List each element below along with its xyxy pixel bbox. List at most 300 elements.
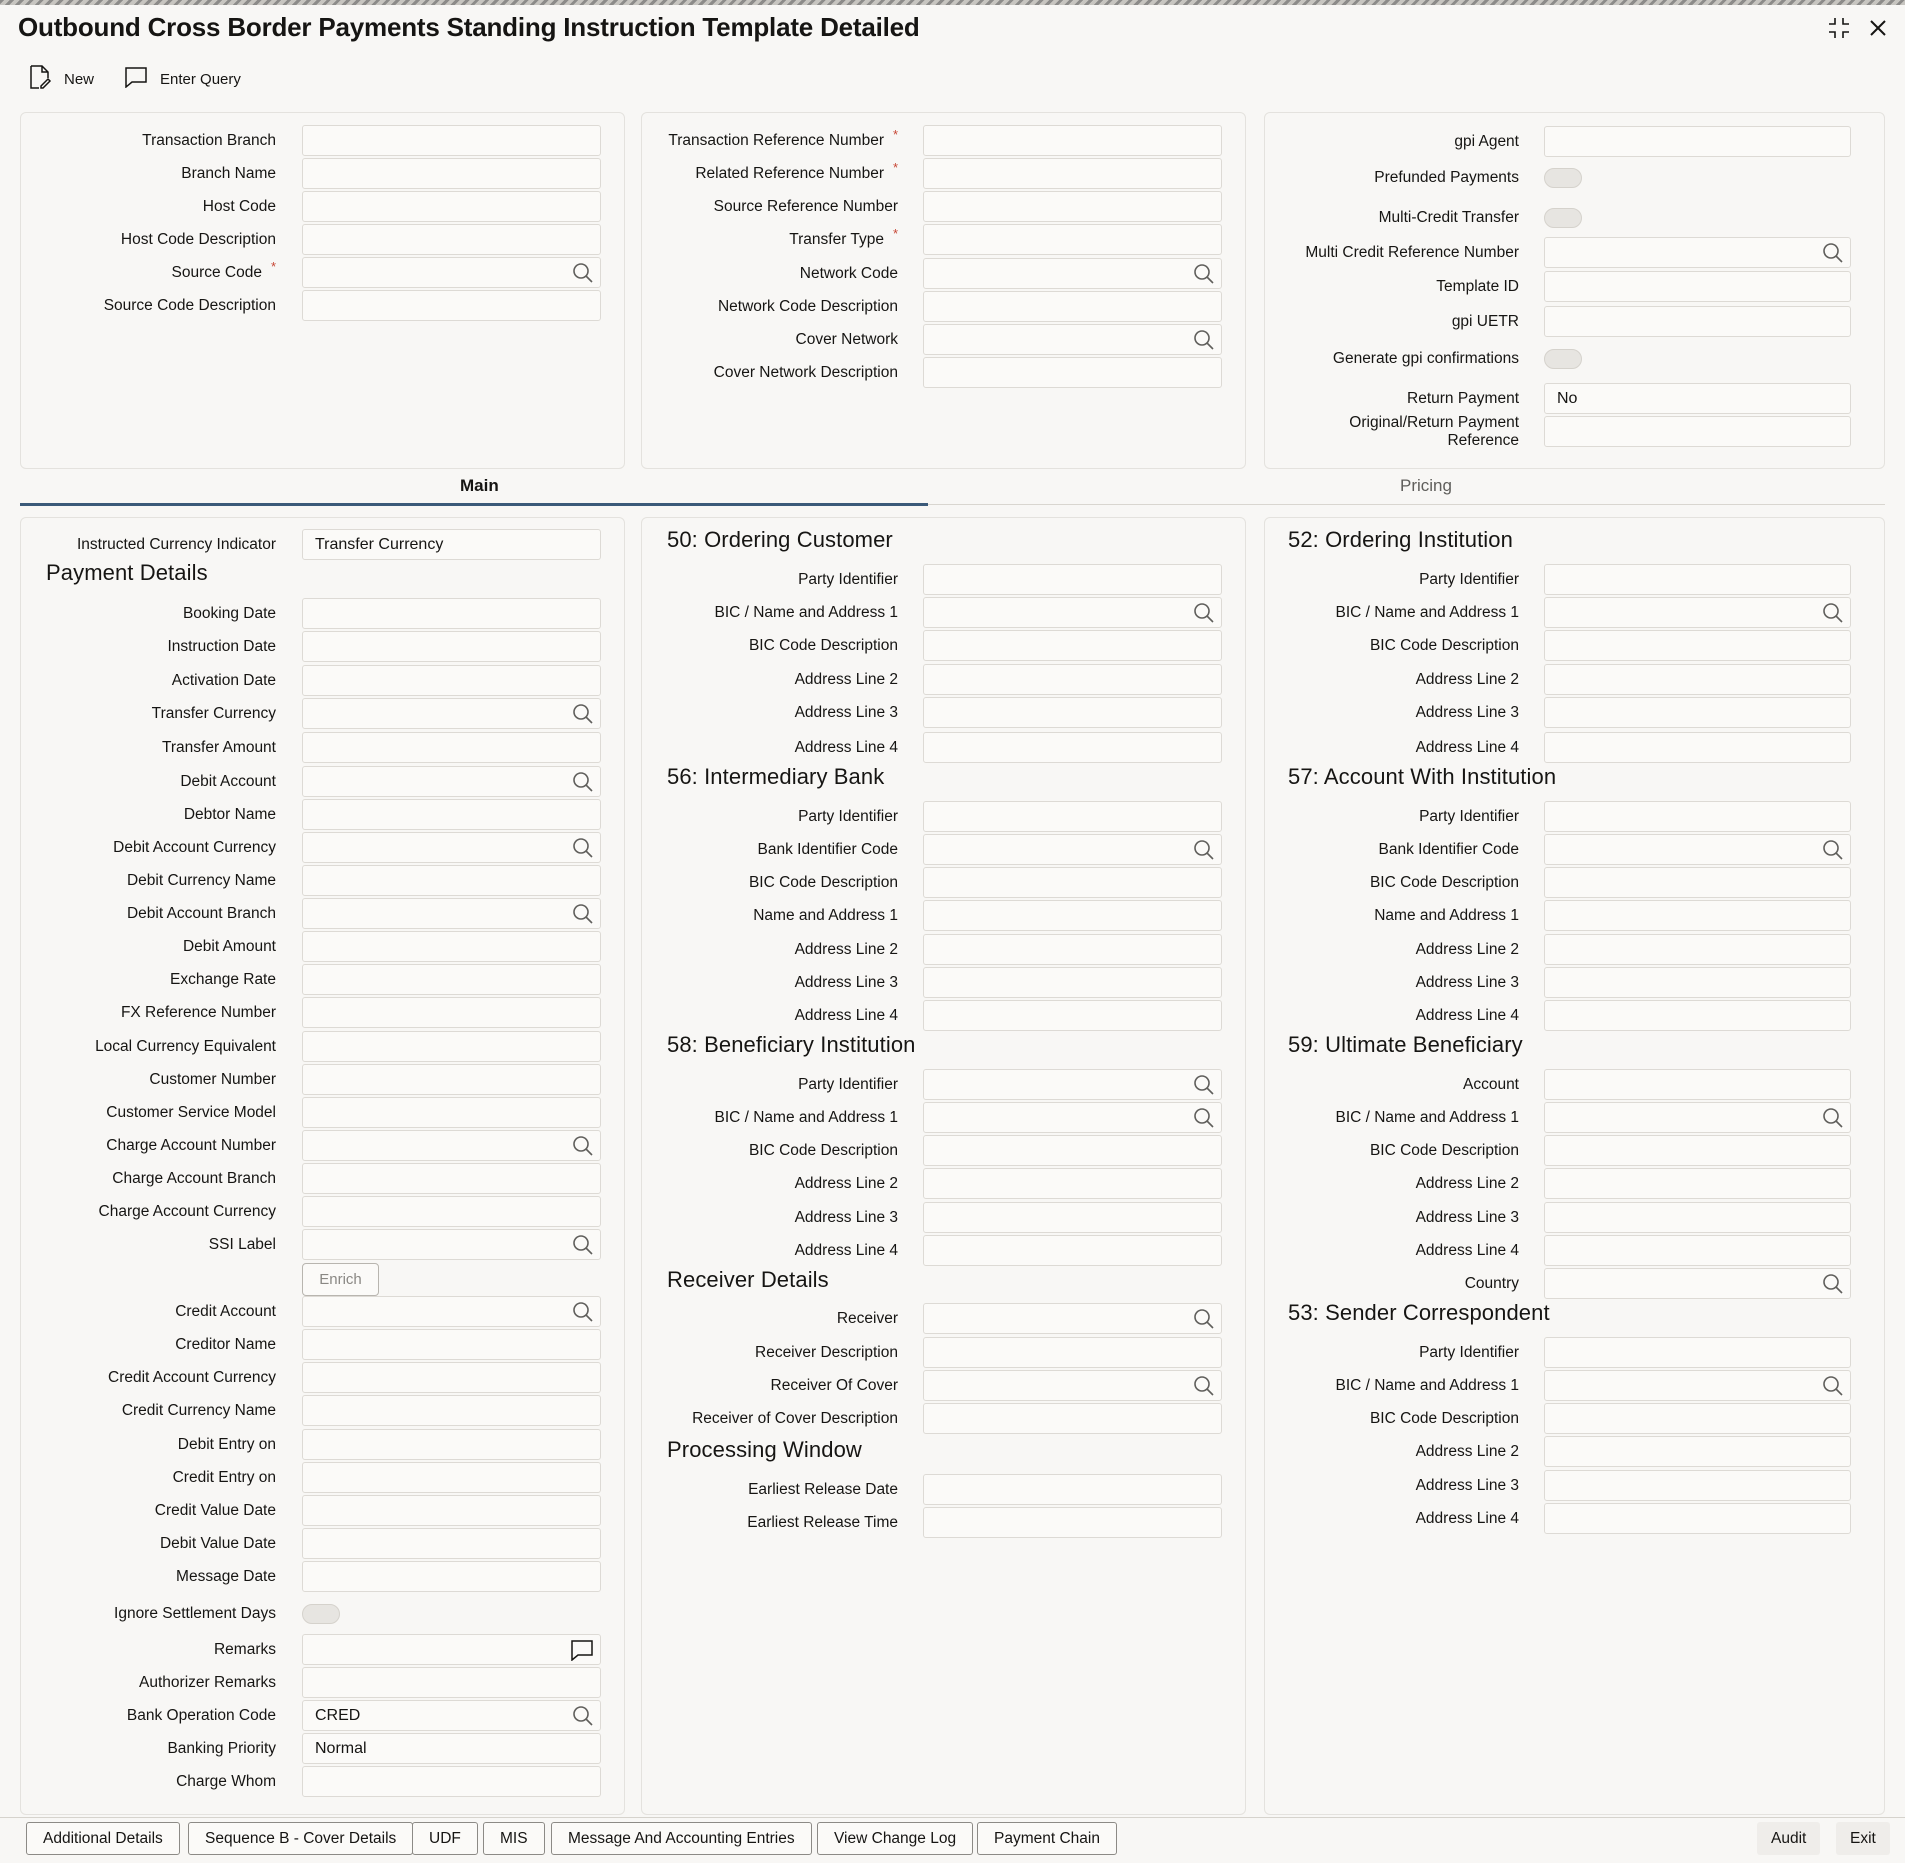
payment-remarks-field[interactable] bbox=[302, 1634, 601, 1665]
header-left-host-code-label bbox=[203, 198, 276, 216]
payment-customer-service-model-label bbox=[106, 1104, 276, 1122]
payment-charge-account-number-label bbox=[106, 1137, 276, 1155]
payment-section-title: Payment Details bbox=[46, 560, 208, 585]
header-mid-source-reference-number-field[interactable] bbox=[923, 191, 1222, 222]
beneficiary-institution-address-line-2-field[interactable] bbox=[923, 1168, 1222, 1199]
header-right-return-payment-field[interactable] bbox=[1544, 383, 1851, 414]
header-mid-network-code-field[interactable] bbox=[923, 258, 1222, 289]
intermediary-bank-address-line-2-label-text: Address Line 2 bbox=[794, 941, 898, 958]
view-change-log-button[interactable]: View Change Log bbox=[817, 1822, 973, 1855]
tab-pricing[interactable]: Pricing bbox=[1400, 476, 1452, 495]
payment-debit-value-date-field[interactable] bbox=[302, 1528, 601, 1559]
sender-correspondent-party-identifier-field[interactable] bbox=[1544, 1337, 1851, 1368]
payment-customer-number-label-text: Customer Number bbox=[149, 1071, 276, 1088]
ordering-customer-address-line-3-label-text: Address Line 3 bbox=[794, 704, 898, 721]
payment-credit-account-currency-field[interactable] bbox=[302, 1362, 601, 1393]
payment-charge-whom-field[interactable] bbox=[302, 1766, 601, 1797]
audit-button[interactable]: Audit bbox=[1757, 1822, 1820, 1855]
ultimate-beneficiary-bic-code-description-label-text: BIC Code Description bbox=[1369, 1142, 1519, 1159]
sender-correspondent-party-identifier-label-text: Party Identifier bbox=[1419, 1344, 1519, 1361]
beneficiary-institution-address-line-3-label-text: Address Line 3 bbox=[794, 1209, 898, 1226]
intermediary-bank-address-line-2-field[interactable] bbox=[923, 934, 1222, 965]
processing-window-earliest-release-time-field[interactable] bbox=[923, 1507, 1222, 1538]
payment-credit-currency-name-label-text: Credit Currency Name bbox=[121, 1402, 276, 1419]
sender-correspondent-bic-name-address-1-label bbox=[1335, 1377, 1519, 1395]
mis-button[interactable]: MIS bbox=[483, 1822, 545, 1855]
beneficiary-institution-address-line-3-label bbox=[795, 1209, 898, 1227]
account-with-institution-bank-identifier-code-label-text: Bank Identifier Code bbox=[1378, 841, 1519, 858]
sender-correspondent-bic-name-address-1-field[interactable] bbox=[1544, 1370, 1851, 1401]
ultimate-beneficiary-account-field[interactable] bbox=[1544, 1069, 1851, 1100]
header-left-host-code-description-field[interactable] bbox=[302, 224, 601, 255]
account-with-institution-address-line-3-label bbox=[1416, 974, 1519, 992]
ordering-customer-party-identifier-field[interactable] bbox=[923, 564, 1222, 595]
payment-charge-whom-label bbox=[176, 1773, 276, 1791]
search-icon[interactable] bbox=[1822, 1273, 1844, 1300]
ordering-customer-bic-name-address-1-label-text: BIC / Name and Address 1 bbox=[714, 604, 898, 621]
intermediary-bank-bank-identifier-code-label-text: Bank Identifier Code bbox=[757, 841, 898, 858]
sender-correspondent-address-line-4-label-text: Address Line 4 bbox=[1415, 1510, 1519, 1527]
ordering-customer-bic-name-address-1-label bbox=[714, 604, 898, 622]
beneficiary-institution-bic-name-address-1-field[interactable] bbox=[923, 1102, 1222, 1133]
receiver-details-receiver-field[interactable] bbox=[923, 1303, 1222, 1334]
processing-window-earliest-release-date-label bbox=[748, 1481, 898, 1499]
sender-correspondent-address-line-2-label-text: Address Line 2 bbox=[1415, 1443, 1519, 1460]
ultimate-beneficiary-address-line-3-label-text: Address Line 3 bbox=[1415, 1209, 1519, 1226]
payment-customer-service-model-field[interactable] bbox=[302, 1097, 601, 1128]
header-right-prefunded-payments-label-text: Prefunded Payments bbox=[1374, 169, 1519, 186]
search-icon[interactable] bbox=[572, 1705, 594, 1732]
sender-correspondent-address-line-4-field[interactable] bbox=[1544, 1503, 1851, 1534]
header-mid-transfer-type-label bbox=[789, 226, 898, 249]
processing-window-section-title: Processing Window bbox=[667, 1437, 862, 1462]
ordering-institution-bic-code-description-label bbox=[1370, 637, 1519, 655]
comment-icon[interactable] bbox=[570, 1639, 594, 1666]
ultimate-beneficiary-bic-name-address-1-field[interactable] bbox=[1544, 1102, 1851, 1133]
header-right-gpi-uetr-field[interactable] bbox=[1544, 306, 1851, 337]
account-with-institution-name-and-address-1-label-text: Name and Address 1 bbox=[1374, 907, 1519, 924]
sender-correspondent-bic-code-description-label bbox=[1370, 1410, 1519, 1428]
top-decorative-strip bbox=[0, 0, 1905, 5]
payment-debit-account-currency-field[interactable] bbox=[302, 832, 601, 863]
search-icon[interactable] bbox=[1193, 839, 1215, 866]
payment-booking-date-label-text: Booking Date bbox=[182, 605, 276, 622]
payment-transfer-currency-label-text: Transfer Currency bbox=[151, 705, 276, 722]
header-mid-related-reference-number-field[interactable] bbox=[923, 158, 1222, 189]
payment-charge-account-branch-label bbox=[112, 1170, 276, 1188]
intermediary-bank-bic-code-description-field[interactable] bbox=[923, 867, 1222, 898]
required-marker: * bbox=[892, 226, 898, 241]
payment-debit-account-currency-label bbox=[113, 839, 276, 857]
tab-main[interactable]: Main bbox=[460, 476, 499, 495]
search-icon[interactable] bbox=[1193, 1308, 1215, 1335]
search-icon[interactable] bbox=[572, 703, 594, 730]
payment-ssi-label-label bbox=[209, 1236, 276, 1254]
ultimate-beneficiary-address-line-3-label bbox=[1416, 1209, 1519, 1227]
ordering-customer-bic-code-description-label bbox=[749, 637, 898, 655]
header-mid-cover-network-description-field[interactable] bbox=[923, 357, 1222, 388]
ultimate-beneficiary-country-label bbox=[1465, 1275, 1519, 1293]
search-icon[interactable] bbox=[1822, 839, 1844, 866]
ordering-institution-bic-code-description-label-text: BIC Code Description bbox=[1369, 637, 1519, 654]
header-left-transaction-branch-field[interactable] bbox=[302, 125, 601, 156]
sequence-b-cover-details-button[interactable]: Sequence B - Cover Details bbox=[188, 1822, 413, 1855]
payment-transfer-amount-label bbox=[162, 739, 276, 757]
ordering-customer-address-line-3-field[interactable] bbox=[923, 697, 1222, 728]
header-right-multi-credit-transfer-toggle[interactable] bbox=[1544, 208, 1582, 228]
payment-credit-currency-name-field[interactable] bbox=[302, 1395, 601, 1426]
intermediary-bank-address-line-4-label bbox=[795, 1007, 898, 1025]
search-icon[interactable] bbox=[572, 1301, 594, 1328]
payment-charge-account-currency-label-text: Charge Account Currency bbox=[98, 1203, 276, 1220]
search-icon[interactable] bbox=[572, 903, 594, 930]
payment-remarks-label-text: Remarks bbox=[213, 1641, 276, 1658]
header-mid-transaction-reference-number-label bbox=[668, 127, 898, 150]
toolbar bbox=[28, 64, 241, 94]
beneficiary-institution-bic-name-address-1-label bbox=[714, 1109, 898, 1127]
account-with-institution-address-line-2-field[interactable] bbox=[1544, 934, 1851, 965]
beneficiary-institution-address-line-4-label-text: Address Line 4 bbox=[794, 1242, 898, 1259]
payment-ssi-label-label-text: SSI Label bbox=[208, 1236, 276, 1253]
ordering-institution-party-identifier-field[interactable] bbox=[1544, 564, 1851, 595]
ultimate-beneficiary-address-line-3-field[interactable] bbox=[1544, 1202, 1851, 1233]
account-with-institution-address-line-2-label bbox=[1416, 941, 1519, 959]
ultimate-beneficiary-address-line-4-label-text: Address Line 4 bbox=[1415, 1242, 1519, 1259]
comment-icon bbox=[124, 66, 148, 92]
receiver-details-receiver-description-field[interactable] bbox=[923, 1337, 1222, 1368]
intermediary-bank-bic-code-description-label bbox=[749, 874, 898, 892]
receiver-details-receiver-of-cover-description-label bbox=[692, 1410, 898, 1428]
ultimate-beneficiary-address-line-4-field[interactable] bbox=[1544, 1235, 1851, 1266]
payment-credit-entry-on-field[interactable] bbox=[302, 1462, 601, 1493]
receiver-details-receiver-label bbox=[837, 1310, 898, 1328]
payment-instructed-currency-indicator-field[interactable] bbox=[302, 529, 601, 560]
payment-message-date-label bbox=[176, 1568, 276, 1586]
search-icon[interactable] bbox=[1193, 602, 1215, 629]
search-icon[interactable] bbox=[1193, 329, 1215, 356]
payment-credit-entry-on-label bbox=[173, 1469, 276, 1487]
receiver-details-section-title: Receiver Details bbox=[667, 1267, 829, 1292]
header-right-gpi-agent-field[interactable] bbox=[1544, 126, 1851, 157]
header-right-multi-credit-reference-number-field[interactable] bbox=[1544, 237, 1851, 268]
ordering-customer-party-identifier-label bbox=[798, 571, 898, 589]
beneficiary-institution-bic-code-description-field[interactable] bbox=[923, 1135, 1222, 1166]
payment-transfer-amount-field[interactable] bbox=[302, 732, 601, 763]
processing-window-earliest-release-date-label-text: Earliest Release Date bbox=[748, 1481, 898, 1498]
header-right-original-return-payment-reference-1-label-text: Original/Return Payment bbox=[1349, 414, 1519, 431]
header-left-host-code-label-text: Host Code bbox=[202, 198, 276, 215]
account-with-institution-bank-identifier-code-field[interactable] bbox=[1544, 834, 1851, 865]
search-icon[interactable] bbox=[572, 837, 594, 864]
payment-local-currency-equivalent-field[interactable] bbox=[302, 1031, 601, 1062]
receiver-details-receiver-description-label bbox=[755, 1344, 898, 1362]
ordering-customer-bic-code-description-field[interactable] bbox=[923, 630, 1222, 661]
payment-debtor-name-field[interactable] bbox=[302, 799, 601, 830]
ordering-institution-bic-name-address-1-label bbox=[1335, 604, 1519, 622]
sender-correspondent-address-line-3-field[interactable] bbox=[1544, 1470, 1851, 1501]
account-with-institution-name-and-address-1-label bbox=[1374, 907, 1519, 925]
message-and-accounting-entries-button[interactable]: Message And Accounting Entries bbox=[551, 1822, 812, 1855]
ordering-customer-address-line-2-field[interactable] bbox=[923, 664, 1222, 695]
payment-transfer-currency-field[interactable] bbox=[302, 698, 601, 729]
account-with-institution-section-title: 57: Account With Institution bbox=[1288, 764, 1557, 789]
header-left-source-code-description-label bbox=[104, 297, 276, 315]
sender-correspondent-bic-code-description-field[interactable] bbox=[1544, 1403, 1851, 1434]
intermediary-bank-name-and-address-1-label-text: Name and Address 1 bbox=[753, 907, 898, 924]
ordering-institution-address-line-4-label-text: Address Line 4 bbox=[1415, 739, 1519, 756]
ordering-institution-bic-name-address-1-label-text: BIC / Name and Address 1 bbox=[1335, 604, 1519, 621]
header-left-host-code-field[interactable] bbox=[302, 191, 601, 222]
payment-creditor-name-field[interactable] bbox=[302, 1329, 601, 1360]
intermediary-bank-address-line-2-label bbox=[795, 941, 898, 959]
search-icon[interactable] bbox=[1193, 263, 1215, 290]
payment-customer-number-field[interactable] bbox=[302, 1064, 601, 1095]
account-with-institution-address-line-4-field[interactable] bbox=[1544, 1000, 1851, 1031]
header-mid-transfer-type-field[interactable] bbox=[923, 224, 1222, 255]
sender-correspondent-section-title: 53: Sender Correspondent bbox=[1288, 1300, 1550, 1325]
payment-bank-operation-code-label-text: Bank Operation Code bbox=[126, 1707, 276, 1724]
header-right-original-return-payment-reference-1-field[interactable] bbox=[1544, 416, 1851, 447]
ultimate-beneficiary-country-field[interactable] bbox=[1544, 1268, 1851, 1299]
header-right-generate-gpi-confirmations-label-text: Generate gpi confirmations bbox=[1332, 350, 1519, 367]
required-marker: * bbox=[892, 160, 898, 175]
payment-credit-account-label bbox=[175, 1303, 276, 1321]
payment-chain-button[interactable]: Payment Chain bbox=[977, 1822, 1117, 1855]
header-mid-network-code-label bbox=[800, 265, 898, 283]
enter-query-button[interactable] bbox=[124, 66, 241, 92]
payment-debit-account-label-text: Debit Account bbox=[180, 773, 276, 790]
search-icon[interactable] bbox=[1193, 1107, 1215, 1134]
payment-booking-date-field[interactable] bbox=[302, 598, 601, 629]
beneficiary-institution-party-identifier-label-text: Party Identifier bbox=[798, 1076, 898, 1093]
payment-charge-account-currency-field[interactable] bbox=[302, 1196, 601, 1227]
search-icon[interactable] bbox=[1822, 1107, 1844, 1134]
header-right-prefunded-payments-label bbox=[1374, 169, 1519, 187]
search-icon[interactable] bbox=[572, 262, 594, 289]
header-left-source-code-description-label-text: Source Code Description bbox=[103, 297, 276, 314]
search-icon[interactable] bbox=[1193, 1375, 1215, 1402]
header-right-gpi-uetr-label bbox=[1452, 313, 1519, 331]
payment-instruction-date-field[interactable] bbox=[302, 631, 601, 662]
ultimate-beneficiary-address-line-2-field[interactable] bbox=[1544, 1168, 1851, 1199]
search-icon[interactable] bbox=[1822, 1375, 1844, 1402]
ordering-institution-bic-name-address-1-field[interactable] bbox=[1544, 597, 1851, 628]
ordering-institution-address-line-3-label-text: Address Line 3 bbox=[1415, 704, 1519, 721]
payment-credit-currency-name-label bbox=[122, 1402, 276, 1420]
header-left-host-code-description-label-text: Host Code Description bbox=[120, 231, 276, 248]
beneficiary-institution-address-line-4-label bbox=[795, 1242, 898, 1260]
payment-banking-priority-value: Normal bbox=[315, 1740, 367, 1757]
account-with-institution-address-line-3-label-text: Address Line 3 bbox=[1415, 974, 1519, 991]
intermediary-bank-name-and-address-1-field[interactable] bbox=[923, 900, 1222, 931]
account-with-institution-party-identifier-label bbox=[1419, 808, 1519, 826]
payment-debtor-name-label-text: Debtor Name bbox=[183, 806, 276, 823]
account-with-institution-bic-code-description-label-text: BIC Code Description bbox=[1369, 874, 1519, 891]
ordering-customer-address-line-2-label-text: Address Line 2 bbox=[794, 671, 898, 688]
minimize-icon[interactable] bbox=[1827, 16, 1851, 40]
payment-debit-account-branch-field[interactable] bbox=[302, 898, 601, 929]
payment-bank-operation-code-value: CRED bbox=[315, 1707, 361, 1724]
header-left-source-code-label-text: Source Code bbox=[171, 264, 262, 281]
payment-ssi-label-field[interactable] bbox=[302, 1229, 601, 1260]
payment-debit-currency-name-field[interactable] bbox=[302, 865, 601, 896]
account-with-institution-address-line-4-label bbox=[1416, 1007, 1519, 1025]
ultimate-beneficiary-bic-code-description-field[interactable] bbox=[1544, 1135, 1851, 1166]
ultimate-beneficiary-bic-name-address-1-label bbox=[1335, 1109, 1519, 1127]
payment-debit-account-field[interactable] bbox=[302, 766, 601, 797]
search-icon[interactable] bbox=[1822, 602, 1844, 629]
account-with-institution-address-line-4-label-text: Address Line 4 bbox=[1415, 1007, 1519, 1024]
header-right-template-id-label bbox=[1436, 278, 1519, 296]
search-icon[interactable] bbox=[572, 1135, 594, 1162]
payment-charge-account-branch-field[interactable] bbox=[302, 1163, 601, 1194]
enter-query-label: Enter Query bbox=[160, 70, 241, 88]
payment-credit-account-field[interactable] bbox=[302, 1296, 601, 1327]
header-left-source-code-description-field[interactable] bbox=[302, 290, 601, 321]
payment-exchange-rate-field[interactable] bbox=[302, 964, 601, 995]
payment-bank-operation-code-field[interactable] bbox=[302, 1700, 601, 1731]
ordering-customer-bic-name-address-1-field[interactable] bbox=[923, 597, 1222, 628]
header-mid-network-code-description-label-text: Network Code Description bbox=[717, 298, 898, 315]
payment-booking-date-label bbox=[183, 605, 276, 623]
ultimate-beneficiary-bic-name-address-1-label-text: BIC / Name and Address 1 bbox=[1335, 1109, 1519, 1126]
account-with-institution-party-identifier-field[interactable] bbox=[1544, 801, 1851, 832]
additional-details-button[interactable]: Additional Details bbox=[26, 1822, 180, 1855]
header-mid-related-reference-number-label bbox=[695, 160, 898, 183]
payment-credit-account-label-text: Credit Account bbox=[175, 1303, 276, 1320]
required-marker: * bbox=[270, 259, 276, 274]
ordering-institution-address-line-3-field[interactable] bbox=[1544, 697, 1851, 728]
header-mid-network-code-description-field[interactable] bbox=[923, 291, 1222, 322]
beneficiary-institution-address-line-3-field[interactable] bbox=[923, 1202, 1222, 1233]
payment-customer-service-model-label-text: Customer Service Model bbox=[106, 1104, 276, 1121]
receiver-details-receiver-of-cover-field[interactable] bbox=[923, 1370, 1222, 1401]
payment-credit-value-date-label bbox=[155, 1502, 276, 1520]
payment-debit-amount-field[interactable] bbox=[302, 931, 601, 962]
payment-debit-entry-on-field[interactable] bbox=[302, 1429, 601, 1460]
intermediary-bank-bank-identifier-code-field[interactable] bbox=[923, 834, 1222, 865]
header-mid-transaction-reference-number-label-text: Transaction Reference Number bbox=[668, 132, 884, 149]
intermediary-bank-address-line-3-field[interactable] bbox=[923, 967, 1222, 998]
payment-exchange-rate-label-text: Exchange Rate bbox=[170, 971, 276, 988]
header-left-source-code-field[interactable] bbox=[302, 257, 601, 288]
sender-correspondent-address-line-2-field[interactable] bbox=[1544, 1436, 1851, 1467]
header-right-multi-credit-reference-number-label-text: Multi Credit Reference Number bbox=[1305, 244, 1519, 261]
header-mid-cover-network-field[interactable] bbox=[923, 324, 1222, 355]
payment-charge-account-branch-label-text: Charge Account Branch bbox=[112, 1170, 276, 1187]
intermediary-bank-address-line-4-field[interactable] bbox=[923, 1000, 1222, 1031]
payment-debit-account-currency-label-text: Debit Account Currency bbox=[113, 839, 276, 856]
beneficiary-institution-bic-name-address-1-label-text: BIC / Name and Address 1 bbox=[714, 1109, 898, 1126]
header-right-template-id-label-text: Template ID bbox=[1436, 278, 1519, 295]
enrich-button[interactable]: Enrich bbox=[302, 1263, 379, 1296]
account-with-institution-name-and-address-1-field[interactable] bbox=[1544, 900, 1851, 931]
intermediary-bank-party-identifier-field[interactable] bbox=[923, 801, 1222, 832]
ordering-customer-address-line-2-label bbox=[795, 671, 898, 689]
sender-correspondent-party-identifier-label bbox=[1419, 1344, 1519, 1362]
payment-bank-operation-code-label bbox=[127, 1707, 276, 1725]
header-mid-transaction-reference-number-field[interactable] bbox=[923, 125, 1222, 156]
payment-instructed-currency-indicator-label bbox=[77, 536, 276, 554]
payment-fx-reference-number-field[interactable] bbox=[302, 997, 601, 1028]
payment-ignore-settlement-days-toggle[interactable] bbox=[302, 1604, 340, 1624]
payment-authorizer-remarks-label bbox=[139, 1674, 276, 1692]
header-right-prefunded-payments-toggle[interactable] bbox=[1544, 168, 1582, 188]
payment-instructed-currency-indicator-value: Transfer Currency bbox=[315, 536, 444, 553]
account-with-institution-address-line-3-field[interactable] bbox=[1544, 967, 1851, 998]
account-with-institution-party-identifier-label-text: Party Identifier bbox=[1419, 808, 1519, 825]
payment-credit-value-date-field[interactable] bbox=[302, 1495, 601, 1526]
sender-correspondent-bic-name-address-1-label-text: BIC / Name and Address 1 bbox=[1335, 1377, 1519, 1394]
ordering-customer-address-line-4-field[interactable] bbox=[923, 732, 1222, 763]
ordering-institution-address-line-4-label bbox=[1416, 739, 1519, 757]
payment-debit-amount-label bbox=[183, 938, 276, 956]
payment-message-date-label-text: Message Date bbox=[176, 1568, 276, 1585]
payment-authorizer-remarks-field[interactable] bbox=[302, 1667, 601, 1698]
beneficiary-institution-party-identifier-field[interactable] bbox=[923, 1069, 1222, 1100]
payment-activation-date-field[interactable] bbox=[302, 665, 601, 696]
required-marker: * bbox=[892, 127, 898, 142]
exit-button[interactable]: Exit bbox=[1836, 1822, 1890, 1855]
header-right-generate-gpi-confirmations-toggle[interactable] bbox=[1544, 349, 1582, 369]
search-icon[interactable] bbox=[1822, 242, 1844, 269]
ordering-institution-party-identifier-label bbox=[1419, 571, 1519, 589]
header-right-original-return-payment-reference-1-label bbox=[1349, 414, 1519, 450]
ordering-institution-address-line-4-field[interactable] bbox=[1544, 732, 1851, 763]
header-right-return-payment-label bbox=[1407, 390, 1519, 408]
close-icon[interactable] bbox=[1869, 19, 1887, 37]
new-button[interactable] bbox=[28, 64, 94, 94]
intermediary-bank-party-identifier-label bbox=[798, 808, 898, 826]
payment-transfer-currency-label bbox=[152, 705, 276, 723]
header-right-template-id-field[interactable] bbox=[1544, 271, 1851, 302]
payment-charge-account-number-field[interactable] bbox=[302, 1130, 601, 1161]
account-with-institution-bic-code-description-field[interactable] bbox=[1544, 867, 1851, 898]
header-mid-network-code-label-text: Network Code bbox=[799, 265, 898, 282]
account-with-institution-bic-code-description-label bbox=[1370, 874, 1519, 892]
ordering-institution-address-line-2-field[interactable] bbox=[1544, 664, 1851, 695]
search-icon[interactable] bbox=[572, 771, 594, 798]
ordering-institution-address-line-2-label-text: Address Line 2 bbox=[1415, 671, 1519, 688]
beneficiary-institution-address-line-4-field[interactable] bbox=[923, 1235, 1222, 1266]
udf-button[interactable]: UDF bbox=[412, 1822, 478, 1855]
ultimate-beneficiary-account-label bbox=[1463, 1076, 1519, 1094]
payment-charge-account-currency-label bbox=[99, 1203, 276, 1221]
payment-credit-account-currency-label bbox=[108, 1369, 276, 1387]
search-icon[interactable] bbox=[1193, 1074, 1215, 1101]
ordering-institution-bic-code-description-field[interactable] bbox=[1544, 630, 1851, 661]
payment-debit-value-date-label bbox=[160, 1535, 276, 1553]
ordering-customer-address-line-4-label bbox=[795, 739, 898, 757]
payment-banking-priority-field[interactable] bbox=[302, 1733, 601, 1764]
payment-message-date-field[interactable] bbox=[302, 1561, 601, 1592]
intermediary-bank-address-line-4-label-text: Address Line 4 bbox=[794, 1007, 898, 1024]
processing-window-earliest-release-date-field[interactable] bbox=[923, 1474, 1222, 1505]
search-icon[interactable] bbox=[572, 1234, 594, 1261]
ultimate-beneficiary-country-label-text: Country bbox=[1464, 1275, 1519, 1292]
sender-correspondent-address-line-3-label-text: Address Line 3 bbox=[1415, 1477, 1519, 1494]
payment-creditor-name-label-text: Creditor Name bbox=[175, 1336, 276, 1353]
payment-debit-currency-name-label bbox=[127, 872, 276, 890]
header-right-multi-credit-transfer-label bbox=[1379, 209, 1519, 227]
payment-debit-entry-on-label-text: Debit Entry on bbox=[177, 1436, 276, 1453]
payment-authorizer-remarks-label-text: Authorizer Remarks bbox=[139, 1674, 276, 1691]
ordering-customer-party-identifier-label-text: Party Identifier bbox=[798, 571, 898, 588]
header-left-branch-name-field[interactable] bbox=[302, 158, 601, 189]
intermediary-bank-address-line-3-label bbox=[795, 974, 898, 992]
payment-credit-value-date-label-text: Credit Value Date bbox=[154, 1502, 276, 1519]
receiver-details-receiver-of-cover-description-field[interactable] bbox=[923, 1403, 1222, 1434]
